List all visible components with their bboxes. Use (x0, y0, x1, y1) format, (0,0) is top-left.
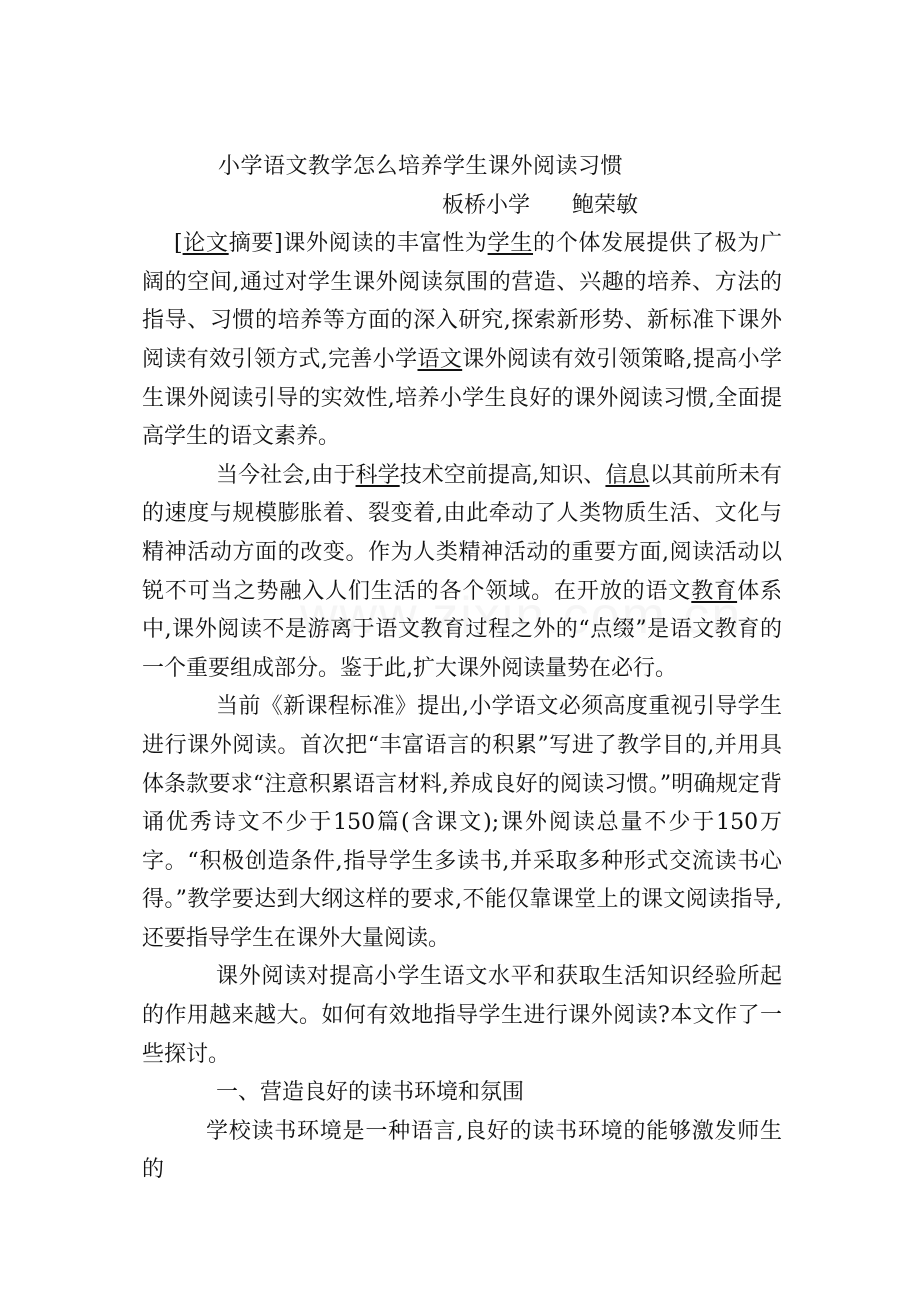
hyperlink-text[interactable]: 学生 (487, 231, 534, 257)
paragraph-text: 课外阅读对提高小学生语文水平和获取生活知识经验所起的作用越来越大。如何有效地指导学生进行课外阅读?本文作了一些探讨。 (142, 964, 782, 1067)
author-line: 板桥小学 鲍荣敏 (442, 192, 638, 218)
hyperlink-text[interactable]: 语文 (417, 346, 463, 372)
section-heading: 一、营造良好的读书环境和氛围 (216, 1080, 525, 1106)
paragraph-text: 摘要]课外阅读的丰富性为 (228, 231, 488, 257)
body-paragraphs (142, 457, 782, 1075)
paragraph-text: [ (174, 231, 183, 257)
last-paragraph: 学校读书环境是一种语言,良好的读书环境的能够激发师生的 (142, 1118, 782, 1183)
abstract-paragraph (142, 225, 782, 457)
body-paragraph (142, 958, 782, 1074)
paragraph-text: 当今社会,由于 (216, 462, 356, 488)
document-body (142, 148, 782, 1190)
paragraph-text: 课外阅读有效引领策略,提高小学生课外阅读引导的实效性,培养小学生良好的课外阅读习惯,全面提高学生的语文素养。 (142, 346, 783, 450)
paragraph-text: 体系中,课外阅读不是游离于语文教育过程之外的“点缀”是语文教育的一个重要组成部分。鉴于此,扩大课外阅读量势在必行。 (142, 578, 782, 681)
hyperlink-text[interactable]: 论文 (182, 231, 229, 257)
body-paragraph (142, 457, 782, 689)
document-title: 小学语文教学怎么培养学生课外阅读习惯 (218, 154, 624, 179)
paragraph-text: 的个体发展提供了极为广阔的空间,通过对学生课外阅读氛围的营造、兴趣的培养、方法的指导、习惯的培养等方面的深入研究,探索新形势、新标准下课外阅读有效引领方式,完善小学 (142, 231, 782, 372)
body-paragraph (142, 688, 782, 958)
paragraph-text: 技术空前提高,知识、 (399, 462, 606, 488)
paragraph-text: 以其前所未有的速度与规模膨胀着、裂变着,由此牵动了人类物质生活、文化与精神活动方面的改变。作为人类精神活动的重要方面,阅读活动以锐不可当之势融入人们生活的各个领域。在开放的语文 (142, 462, 782, 604)
hyperlink-text[interactable]: 信息 (605, 462, 650, 488)
hyperlink-text[interactable]: 科学 (355, 462, 400, 488)
hyperlink-text[interactable]: 教育 (691, 578, 738, 604)
paragraph-text: 当前《新课程标准》提出,小学语文必须高度重视引导学生进行课外阅读。首次把“丰富语言的积累”写进了教学目的,并用具体条款要求“注意积累语言材料,养成良好的阅读习惯。”明确规定背诵优秀诗文不少于150篇(含课文);课外阅读总量不少于150万字。“积极创造条件,指导学生多读书,并采取多种形式交流读书心得。”教学要达到大纲这样的要求,不能仅靠课堂上的课文阅读指导,还要指导学生在课外大量阅读。 (142, 694, 782, 951)
